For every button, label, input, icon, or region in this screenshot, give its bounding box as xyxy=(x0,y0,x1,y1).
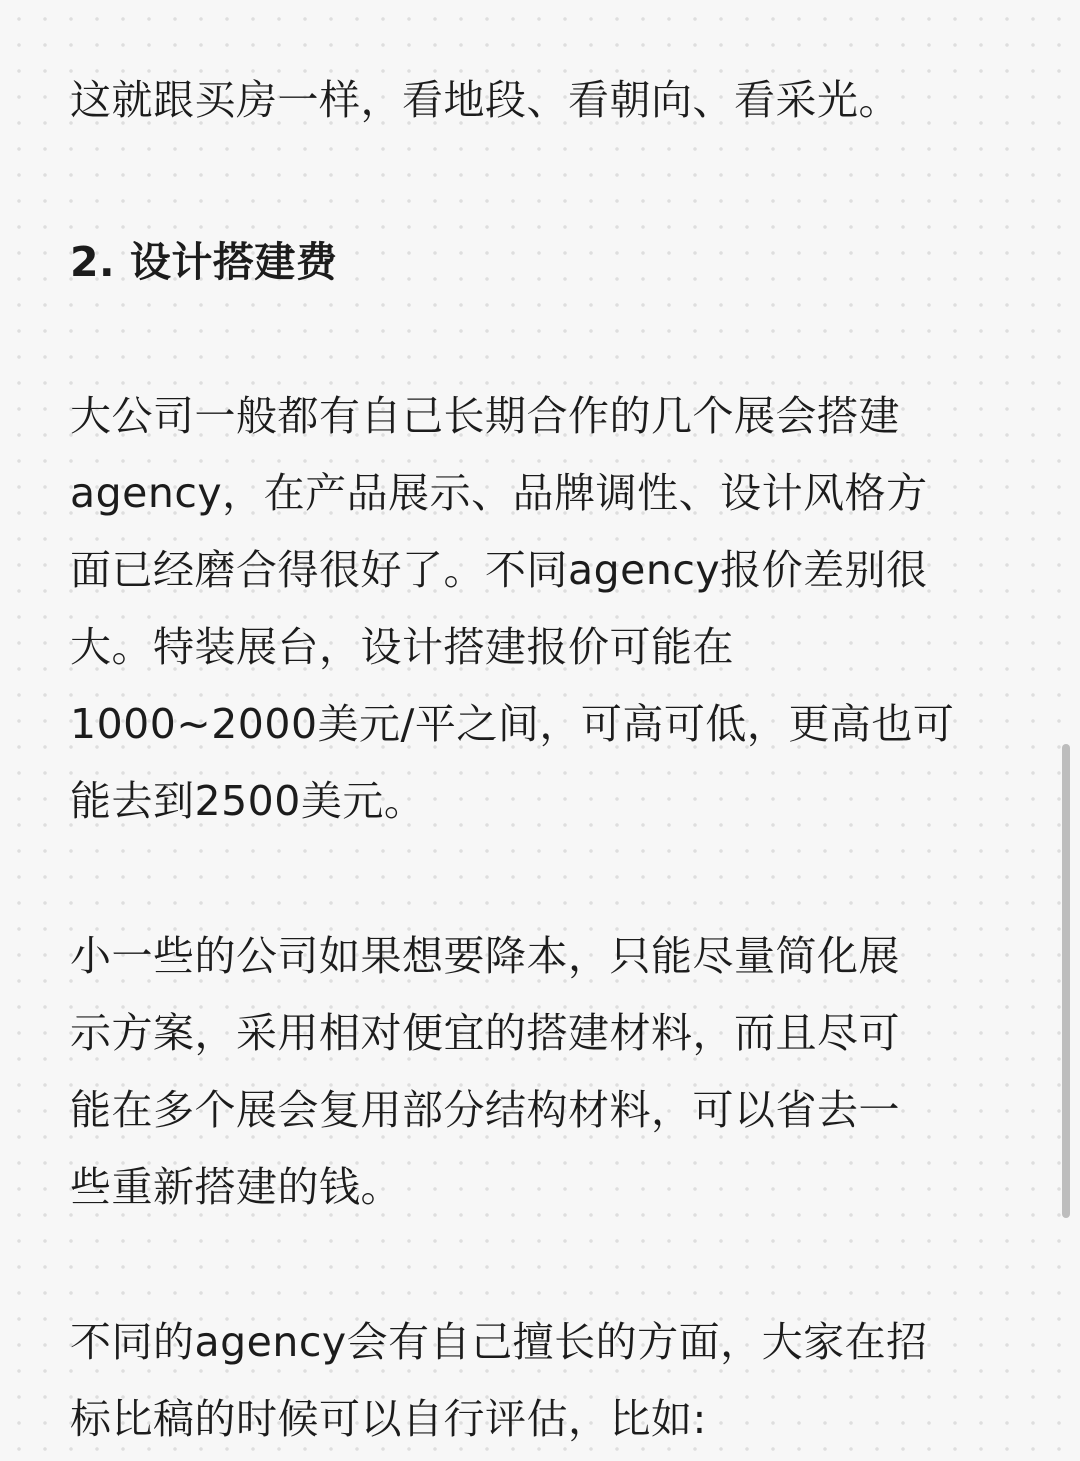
scrollbar-thumb[interactable] xyxy=(1062,744,1070,1218)
text-line: 能去到2500美元。 xyxy=(70,777,426,825)
paragraph-cost-saving xyxy=(70,918,900,1226)
text-line: 大。特装展台，设计搭建报价可能在 xyxy=(70,623,734,671)
text-line: agency，在产品展示、品牌调性、设计风格方 xyxy=(70,469,928,517)
text-line: 能在多个展会复用部分结构材料，可以省去一 xyxy=(70,1086,900,1134)
text-line: 些重新搭建的钱。 xyxy=(70,1163,402,1211)
text-line: 标比稿的时候可以自行评估，比如: xyxy=(70,1395,707,1443)
paragraph-agency-pricing xyxy=(70,378,954,840)
section-heading xyxy=(70,224,337,301)
text-line: 大公司一般都有自己长期合作的几个展会搭建 xyxy=(70,392,900,440)
intro-paragraph xyxy=(70,62,900,139)
text-line: 这就跟买房一样，看地段、看朝向、看采光。 xyxy=(70,76,900,124)
paragraph-agency-strengths xyxy=(70,1304,928,1458)
text-line: 不同的agency会有自己擅长的方面，大家在招 xyxy=(70,1318,928,1366)
text-line: 小一些的公司如果想要降本，只能尽量简化展 xyxy=(70,932,900,980)
text-line: 示方案，采用相对便宜的搭建材料，而且尽可 xyxy=(70,1009,900,1057)
section-title: 2. 设计搭建费 xyxy=(70,238,338,286)
text-line: 1000~2000美元/平之间，可高可低，更高也可 xyxy=(70,700,955,748)
text-line: 面已经磨合得很好了。不同agency报价差别很 xyxy=(70,546,928,594)
